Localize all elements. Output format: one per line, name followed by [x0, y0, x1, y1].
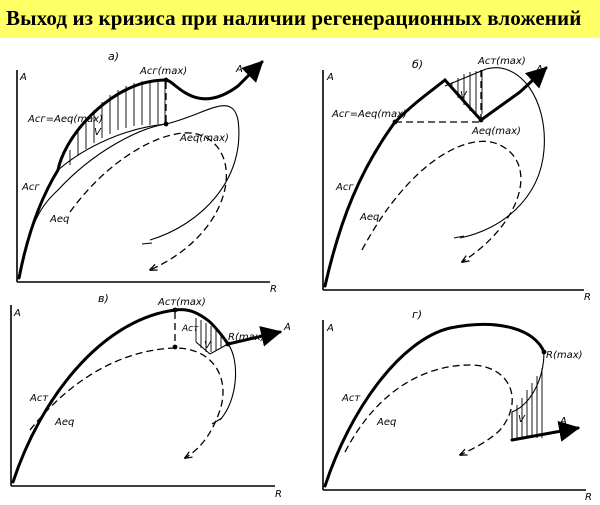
panel-d-label-arrow: A: [560, 416, 567, 427]
panel-d-label-aeq: Aeq: [377, 417, 397, 428]
panel-a-label-acr-max: Aсг(max): [140, 66, 188, 77]
panel-b-dashed-curve: [362, 141, 521, 262]
panel-a-aeq-max-point: [164, 122, 169, 127]
panel-c-aeq-point: [173, 345, 178, 350]
panel-d-axis-x-label: R: [585, 492, 592, 503]
panel-c-dashed-curve: [30, 348, 223, 458]
panel-c: [11, 292, 291, 500]
panel-c-label-acr-max: Aст(max): [158, 297, 206, 308]
panel-c-label-acr: Aст: [30, 393, 49, 404]
panel-b-curve-a: [325, 68, 546, 286]
panel-a-thin-arrow-head: [142, 243, 152, 244]
panel-d-axis-y-label: A: [327, 323, 334, 334]
panel-a-label-aeq-max: Aeq(max): [180, 133, 229, 144]
panel-b-axis-y-label: A: [327, 72, 334, 83]
panel-d-letter: г): [412, 308, 423, 321]
panel-a-label-v: V: [94, 127, 101, 138]
panel-a: [17, 50, 277, 295]
panel-c-label-arrow: A: [284, 322, 291, 333]
panel-c-thin-arrow-head: [212, 418, 222, 424]
panel-c-axis-y-label: A: [14, 308, 21, 319]
page-title: Выход из кризиса при наличии регенерационных вложений: [6, 6, 582, 30]
panel-b-label-acr-max: Aст(max): [478, 56, 526, 67]
panel-a-label-aeq: Aeq: [50, 214, 70, 225]
panel-d-label-v: V: [518, 414, 525, 425]
panel-b-outer-curve: [460, 68, 544, 238]
panel-a-eq-line: [58, 124, 166, 170]
panel-b-aeq-max-point: [479, 118, 484, 123]
panel-d-dashed-curve: [345, 365, 512, 455]
panel-a-acr-max-point: [164, 78, 169, 83]
panel-a-dashed-curve: [70, 133, 226, 270]
panel-a-label-acr-eq: Aсг=Aeq(max): [28, 114, 103, 125]
panel-b-label-aeq: Aeq: [360, 212, 380, 223]
panel-d: [323, 308, 592, 503]
panel-b-label-aeq-max: Aeq(max): [472, 126, 521, 137]
panel-d-label-r-max: R(max): [546, 350, 583, 361]
panel-c-axis-x-label: R: [275, 489, 282, 500]
panel-d-curve-a: [325, 324, 544, 486]
panel-c-label-acr-mid: Aст: [182, 324, 199, 334]
panel-b-axis-x-label: R: [584, 292, 591, 303]
panel-c-label-aeq: Aeq: [55, 417, 75, 428]
panel-d-hatch: [517, 368, 542, 438]
panel-b-letter: б): [412, 58, 424, 71]
panel-b-label-acr-eq: Aсг=Aeq(max): [332, 109, 407, 120]
panel-a-axis-y-label: A: [20, 72, 27, 83]
panel-a-label-acr: Aсг: [22, 182, 40, 193]
panel-c-label-v: V: [204, 340, 211, 351]
panel-b-acr-eq-point: [393, 120, 398, 125]
panel-b-label-v: V: [460, 90, 467, 101]
panel-a-label-arrow: A: [236, 64, 243, 75]
panel-a-axis-x-label: R: [270, 284, 277, 295]
panel-b: [323, 56, 591, 303]
panel-c-acr-max-point: [173, 308, 178, 313]
panel-b-hatch-top: [445, 69, 486, 86]
panel-c-label-r-max: R(max): [228, 332, 265, 343]
panel-b-label-arrow: A: [536, 64, 543, 75]
panel-c-letter: в): [98, 292, 109, 305]
panel-a-letter: а): [108, 50, 120, 63]
panel-b-label-acr: Aсг: [336, 182, 354, 193]
panel-d-label-acr: Aст: [342, 393, 361, 404]
